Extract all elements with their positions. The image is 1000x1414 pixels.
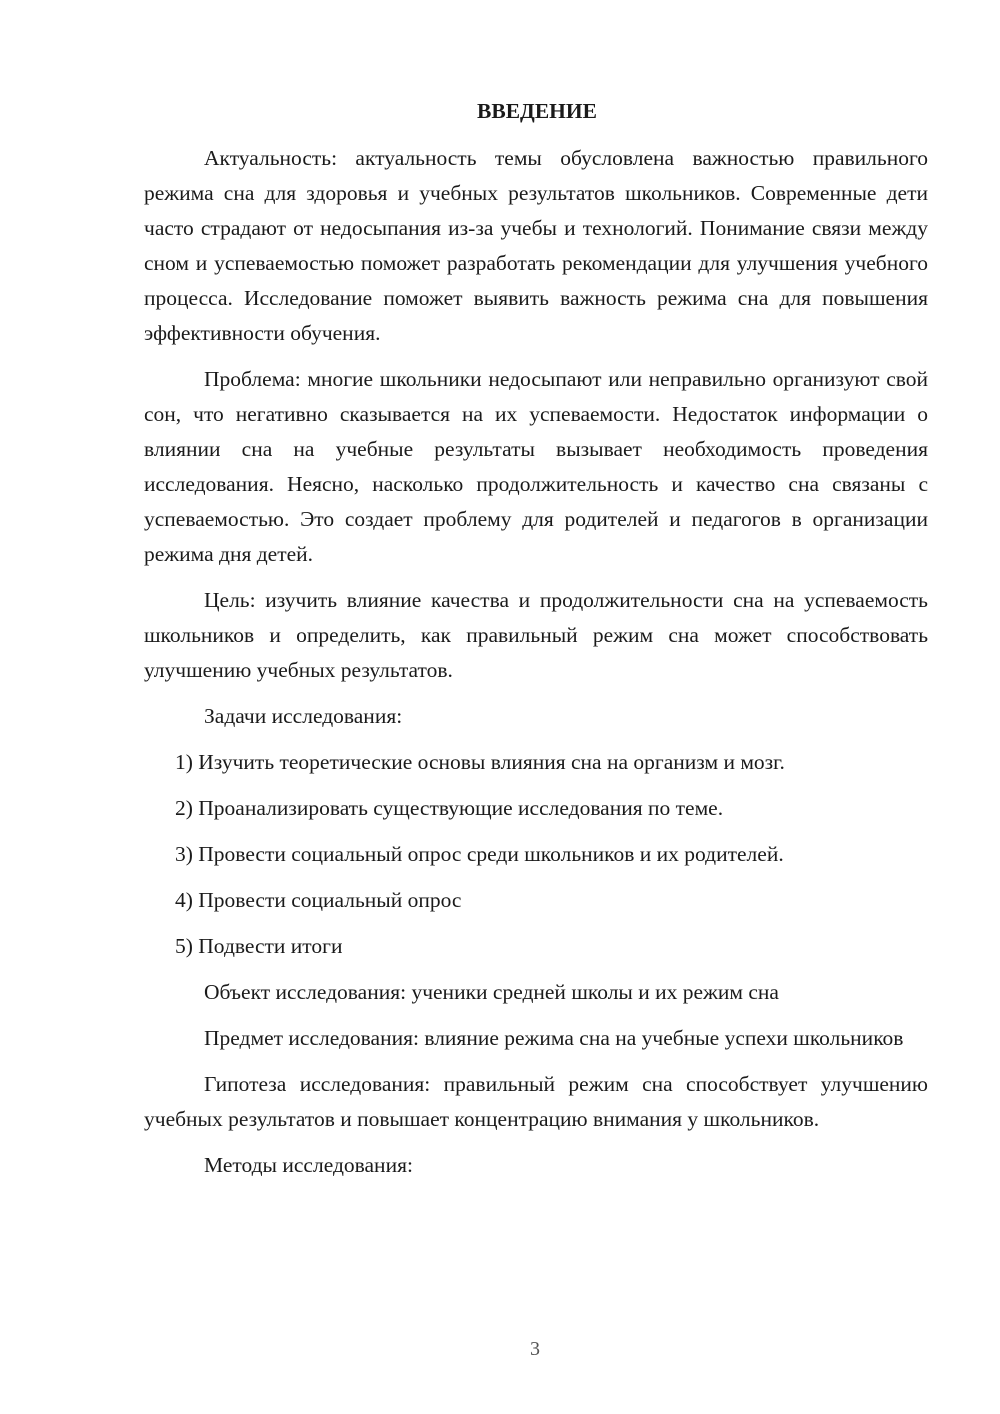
hypothesis-paragraph: Гипотеза исследования: правильный режим сна способствует улучшению учебных результатов и повышает концентрацию внимания у школьников.: [144, 1072, 928, 1131]
task-item: 2) Проанализировать существующие исследования по теме.: [175, 796, 724, 820]
object-paragraph: Объект исследования: ученики средней школы и их режим сна: [204, 980, 779, 1004]
task-item: 3) Провести социальный опрос среди школьников и их родителей.: [175, 842, 784, 866]
task-item: 1) Изучить теоретические основы влияния сна на организм и мозг.: [175, 750, 785, 774]
section-heading: ВВЕДЕНИЕ: [477, 99, 597, 123]
methods-title: Методы исследования:: [204, 1153, 413, 1177]
page-content: [144, 95, 928, 1194]
tasks-title: Задачи исследования:: [204, 704, 403, 728]
page-number: 3: [530, 1338, 540, 1360]
subject-paragraph: Предмет исследования: влияние режима сна на учебные успехи школьников: [204, 1026, 904, 1050]
goal-paragraph: Цель: изучить влияние качества и продолжительности сна на успеваемость школьников и определить, как правильный режим сна может способствовать улучшению учебных результатов.: [144, 588, 928, 682]
tasks-list: [144, 745, 928, 964]
relevance-paragraph: Актуальность: актуальность темы обусловлена важностью правильного режима сна для здоровья и учебных результатов школьников. Современные дети часто страдают от недосыпания из-за учебы и технологий. Понимание связи между сном и успеваемостью поможет разработать рекомендации для улучшения учебного процесса. Исследование поможет выявить важность режима сна для повышения эффективности обучения.: [144, 146, 928, 345]
problem-paragraph: Проблема: многие школьники недосыпают или неправильно организуют свой сон, что негативно сказывается на их успеваемости. Недостаток информации о влиянии сна на учебные результаты вызывает необходимость проведения исследования. Неясно, насколько продолжительность и качество сна связаны с успеваемостью. Это создает проблему для родителей и педагогов в организации режима дня детей.: [144, 367, 928, 566]
task-item: 4) Провести социальный опрос: [175, 888, 462, 912]
task-item: 5) Подвести итоги: [175, 934, 343, 958]
